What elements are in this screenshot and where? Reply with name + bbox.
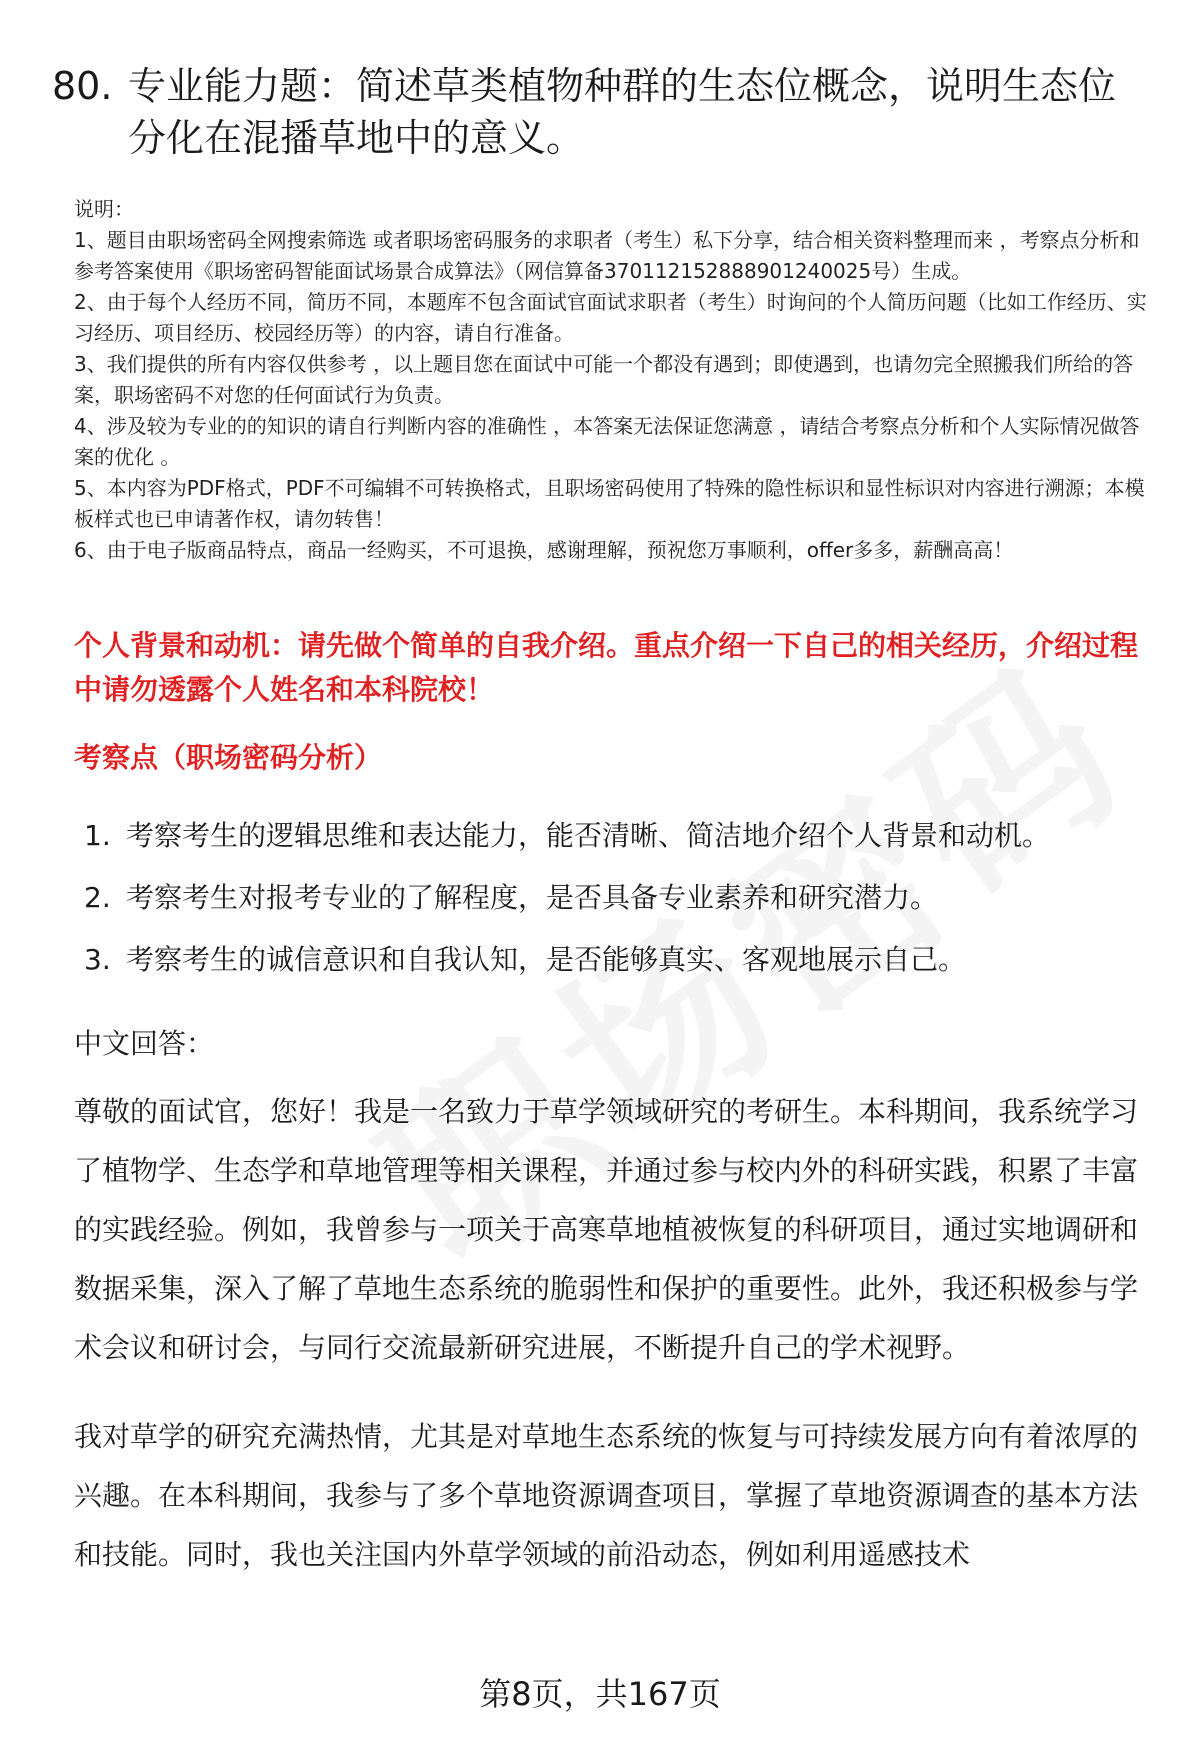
notes-title: 说明： [74, 197, 134, 221]
notes-item-3: 3、我们提供的所有内容仅供参考 ，以上题目您在面试中可能一个都没有遇到；即使遇到，也请勿完全照搬我们所给的答案，职场密码不对您的任何面试行为负责。 [74, 352, 1134, 407]
answer-paragraph-1: 尊敬的面试官，您好！我是一名致力于草学领域研究的考研生。本科期间，我系统学习了植物学、生态学和草地管理等相关课程，并通过参与校内外的科研实践，积累了丰富的实践经验。例如，我曾参与一项关于高寒草地植被恢复的科研项目，通过实地调研和数据采集，深入了解了草地生态系统的脆弱性和保护的重要性。此外，我还积极参与学术会议和研讨会，与同行交流最新研究进展，不断提升自己的学术视野。 [74, 1095, 1139, 1364]
point-number: 2. [84, 881, 111, 914]
notes-item-4: 4、涉及较为专业的的知识的请自行判断内容的准确性 ，本答案无法保证您满意 ，请结合考察点分析和个人实际情况做答案的优化 。 [74, 414, 1140, 469]
list-item [84, 814, 1144, 876]
page-number: 第8页，共167页 [479, 1675, 721, 1713]
notes-item-5: 5、本内容为PDF格式，PDF不可编辑不可转换格式，且职场密码使用了特殊的隐性标识和显性标识对内容进行溯源；本模板样式也已申请著作权，请勿转售！ [74, 476, 1145, 531]
answer-paragraph-2: 我对草学的研究充满热情，尤其是对草地生态系统的恢复与可持续发展方向有着浓厚的兴趣。在本科期间，我参与了多个草地资源调查项目，掌握了草地资源调查的基本方法和技能。同时，我也关注国内外草学领域的前沿动态，例如利用遥感技术 [74, 1420, 1139, 1571]
notes-item-6: 6、由于电子版商品特点，商品一经购买，不可退换，感谢理解，预祝您万事顺利，offer多多，薪酬高高！ [74, 538, 1014, 562]
assessment-points [84, 814, 1144, 1000]
section-heading: 个人背景和动机：请先做个简单的自我介绍。重点介绍一下自己的相关经历，介绍过程中请勿透露个人姓名和本科院校！ [74, 629, 1139, 706]
point-number: 3. [84, 943, 111, 976]
list-item [84, 876, 1144, 938]
answer-body [74, 1082, 1154, 1614]
question-number: 80. [52, 64, 113, 108]
question-text: 专业能力题：简述草类植物种群的生态位概念，说明生态位分化在混播草地中的意义。 [128, 64, 1117, 160]
analysis-title: 考察点（职场密码分析） [74, 741, 383, 774]
point-text: 考察考生的逻辑思维和表达能力，能否清晰、简洁地介绍个人背景和动机。 [126, 819, 1051, 852]
notes-item-1: 1、题目由职场密码全网搜索筛选 或者职场密码服务的求职者（考生）私下分享，结合相关资料整理而来 ，考察点分析和参考答案使用《职场密码智能面试场景合成算法》（网信算备370112152888901240025号）生成。 [74, 228, 1140, 283]
answer-label: 中文回答： [74, 1027, 215, 1060]
point-text: 考察考生对报考专业的了解程度，是否具备专业素养和研究潜力。 [126, 881, 939, 914]
list-item [84, 938, 1144, 1000]
question-title [52, 60, 1152, 164]
point-text: 考察考生的诚信意识和自我认知，是否能够真实、客观地展示自己。 [126, 943, 967, 976]
notes-item-2: 2、由于每个人经历不同，简历不同，本题库不包含面试官面试求职者（考生）时询问的个人简历问题（比如工作经历、实习经历、项目经历、校园经历等）的内容，请自行准备。 [74, 290, 1147, 345]
point-number: 1. [84, 819, 111, 852]
notes-block [74, 194, 1154, 566]
